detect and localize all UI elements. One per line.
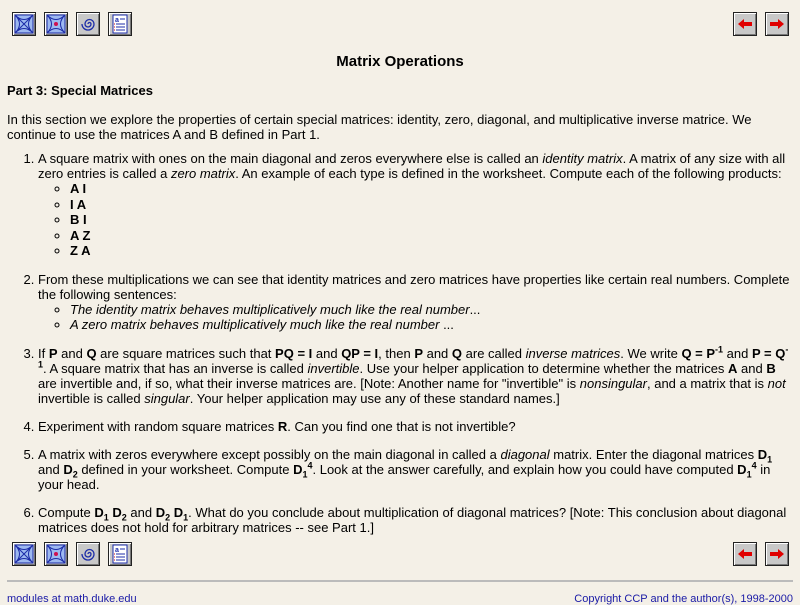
- text-segment: P = Q: [751, 345, 786, 361]
- exercise-item: [38, 505, 790, 535]
- text-segment: Q = P: [681, 345, 716, 361]
- text-segment: in your head.: [38, 461, 771, 492]
- text-segment: and: [312, 345, 342, 361]
- contents-icon: [14, 544, 34, 564]
- text-segment: zero matrix: [170, 166, 236, 181]
- exercise-item: [38, 447, 790, 492]
- text-segment: defined in your worksheet. Compute: [77, 461, 294, 477]
- text-segment: D: [63, 461, 73, 477]
- text-segment: and: [126, 504, 156, 520]
- exercise-list: [0, 151, 790, 548]
- document-button[interactable]: [108, 12, 132, 36]
- spiral-button[interactable]: [76, 12, 100, 36]
- text-segment: From these multiplications we can see that identity matrices and zero matrices have properties like certain real numbers. Complete the following sentences:: [38, 271, 790, 302]
- start-button[interactable]: [44, 542, 68, 566]
- text-segment: D: [94, 504, 104, 520]
- text-segment: . Use your helper application to determine whether the matrices: [359, 360, 729, 376]
- text-segment: invertible is called: [38, 390, 145, 406]
- text-segment: , then: [378, 345, 415, 361]
- start-icon: [46, 544, 66, 564]
- text-segment: ...: [443, 317, 454, 332]
- document-icon: [110, 14, 130, 34]
- spiral-icon: [78, 14, 98, 34]
- text-segment: D: [293, 461, 303, 477]
- text-segment: . Look at the answer carefully, and explain how you could have computed: [312, 461, 738, 477]
- text-segment: -1: [38, 344, 789, 370]
- text-segment: PQ = I: [275, 345, 313, 361]
- svg-text:a: a: [115, 547, 119, 554]
- text-segment: 1: [103, 512, 109, 523]
- text-segment: QP = I: [341, 345, 379, 361]
- text-segment: The identity matrix behaves multiplicatively much like the real number: [70, 301, 470, 317]
- start-icon: [46, 14, 66, 34]
- text-segment: matrix. Enter the diagonal matrices: [549, 446, 758, 462]
- text-segment: are square matrices such that: [96, 345, 276, 361]
- bottom-nav-right: [733, 542, 789, 566]
- text-segment: . We write: [620, 345, 682, 361]
- text-segment: singular: [144, 390, 190, 406]
- text-segment: B I: [70, 212, 87, 227]
- text-segment: ...: [469, 301, 481, 317]
- spiral-icon: [78, 544, 98, 564]
- text-segment: A Z: [70, 227, 91, 243]
- text-segment: P: [414, 345, 423, 361]
- exercise-item: [38, 419, 790, 434]
- contents-button[interactable]: [12, 542, 36, 566]
- document-button[interactable]: [108, 542, 132, 566]
- next-arrow-icon: [767, 544, 787, 564]
- document-icon: [110, 544, 130, 564]
- text-segment: 2: [72, 469, 78, 480]
- text-segment: A: [728, 360, 738, 376]
- text-segment: 1: [183, 512, 189, 523]
- text-segment: and: [422, 345, 452, 361]
- text-segment: 2: [165, 512, 171, 523]
- text-segment: I A: [70, 196, 87, 212]
- text-segment: P: [48, 345, 58, 361]
- text-segment: A zero matrix behaves multiplicatively much like the real number: [70, 317, 444, 332]
- text-segment: 4: [307, 460, 313, 471]
- sub-list-item: [70, 197, 790, 213]
- text-segment: 2: [121, 512, 127, 523]
- spiral-button[interactable]: [76, 542, 100, 566]
- text-segment: identity matrix: [542, 151, 623, 166]
- next-arrow-button[interactable]: [765, 12, 789, 36]
- text-segment: D: [108, 504, 122, 520]
- exercise-item: [38, 151, 790, 259]
- top-nav-left: [12, 12, 132, 36]
- text-segment: inverse matrices: [525, 345, 621, 361]
- text-segment: Q: [451, 345, 463, 361]
- footer-email-link[interactable]: modules at math.duke.edu: [7, 593, 137, 605]
- text-segment: D: [757, 446, 768, 462]
- intro-paragraph: In this section we explore the properties of certain special matrices: identity, zero, diagonal, and multiplicative inverse matrice. We continue to use the matrices A and B defined in Part 1.: [7, 112, 752, 142]
- text-segment: nonsingular: [579, 375, 647, 391]
- sub-list: [38, 302, 790, 333]
- text-segment: A matrix with zeros everywhere except possibly on the main diagonal in called a: [38, 446, 501, 462]
- text-segment: are invertible and, if so, what their inverse matrices are. [Note: Another name for "invertible" is: [38, 375, 580, 391]
- sub-list: [38, 181, 790, 259]
- previous-arrow-button[interactable]: [733, 12, 757, 36]
- text-segment: and: [723, 345, 752, 361]
- text-segment: invertible: [307, 360, 360, 376]
- next-arrow-button[interactable]: [765, 542, 789, 566]
- text-segment: 1: [302, 469, 308, 480]
- text-segment: -1: [715, 344, 724, 355]
- sub-list-item: [70, 228, 790, 244]
- text-segment: . A matrix of any size with all zero entries is called a: [38, 151, 786, 181]
- previous-arrow-icon: [735, 544, 755, 564]
- text-segment: . An example of each type is defined in the worksheet. Compute each of the following products:: [235, 166, 782, 181]
- sub-list-item: [70, 302, 790, 318]
- text-segment: A square matrix with ones on the main diagonal and zeros everywhere else is called an: [38, 151, 543, 166]
- top-nav-right: [733, 12, 789, 36]
- text-segment: diagonal: [500, 446, 550, 462]
- text-segment: R: [277, 418, 288, 434]
- text-segment: . Can you find one that is not invertible?: [287, 418, 516, 434]
- page-title: Matrix Operations: [336, 53, 464, 70]
- text-segment: Q: [86, 345, 97, 361]
- start-button[interactable]: [44, 12, 68, 36]
- text-segment: Compute: [38, 504, 95, 520]
- sub-list-item: [70, 212, 790, 228]
- text-segment: D: [170, 504, 184, 520]
- exercise-item: [38, 272, 790, 333]
- text-segment: 1: [746, 469, 752, 480]
- text-segment: and: [737, 360, 767, 376]
- sub-list-item: [70, 317, 790, 333]
- text-segment: B: [766, 360, 776, 376]
- text-segment: and: [38, 461, 64, 477]
- text-segment: If: [38, 345, 49, 361]
- text-segment: 1: [767, 454, 773, 465]
- contents-icon: [14, 14, 34, 34]
- text-segment: , and a matrix that is: [646, 375, 768, 391]
- bottom-nav-left: [12, 542, 132, 566]
- text-segment: Z A: [70, 243, 91, 258]
- text-segment: D: [155, 504, 166, 520]
- text-segment: are called: [462, 345, 526, 361]
- text-segment: . A square matrix that has an inverse is called: [43, 360, 308, 376]
- text-segment: A I: [70, 181, 87, 196]
- next-arrow-icon: [767, 14, 787, 34]
- text-segment: and: [57, 345, 87, 361]
- text-segment: not: [767, 375, 786, 391]
- exercise-item: [38, 346, 790, 406]
- sub-list-item: [70, 181, 790, 197]
- section-heading: Part 3: Special Matrices: [7, 83, 153, 98]
- footer-copyright-link[interactable]: Copyright CCP and the author(s), 1998-2000: [574, 593, 793, 605]
- text-segment: . What do you conclude about multiplication of diagonal matrices? [Note: This conclusion about diagonal matrices does not hold for arbitrary matrices -- see Part 1.]: [38, 504, 787, 535]
- footer-divider: [7, 580, 793, 582]
- text-segment: 4: [751, 460, 757, 471]
- text-segment: Experiment with random square matrices: [38, 418, 278, 434]
- text-segment: D: [737, 461, 747, 477]
- previous-arrow-button[interactable]: [733, 542, 757, 566]
- contents-button[interactable]: [12, 12, 36, 36]
- text-segment: . Your helper application may use any of these standard names.]: [189, 390, 560, 406]
- previous-arrow-icon: [735, 14, 755, 34]
- svg-text:a: a: [115, 17, 119, 24]
- sub-list-item: [70, 243, 790, 259]
